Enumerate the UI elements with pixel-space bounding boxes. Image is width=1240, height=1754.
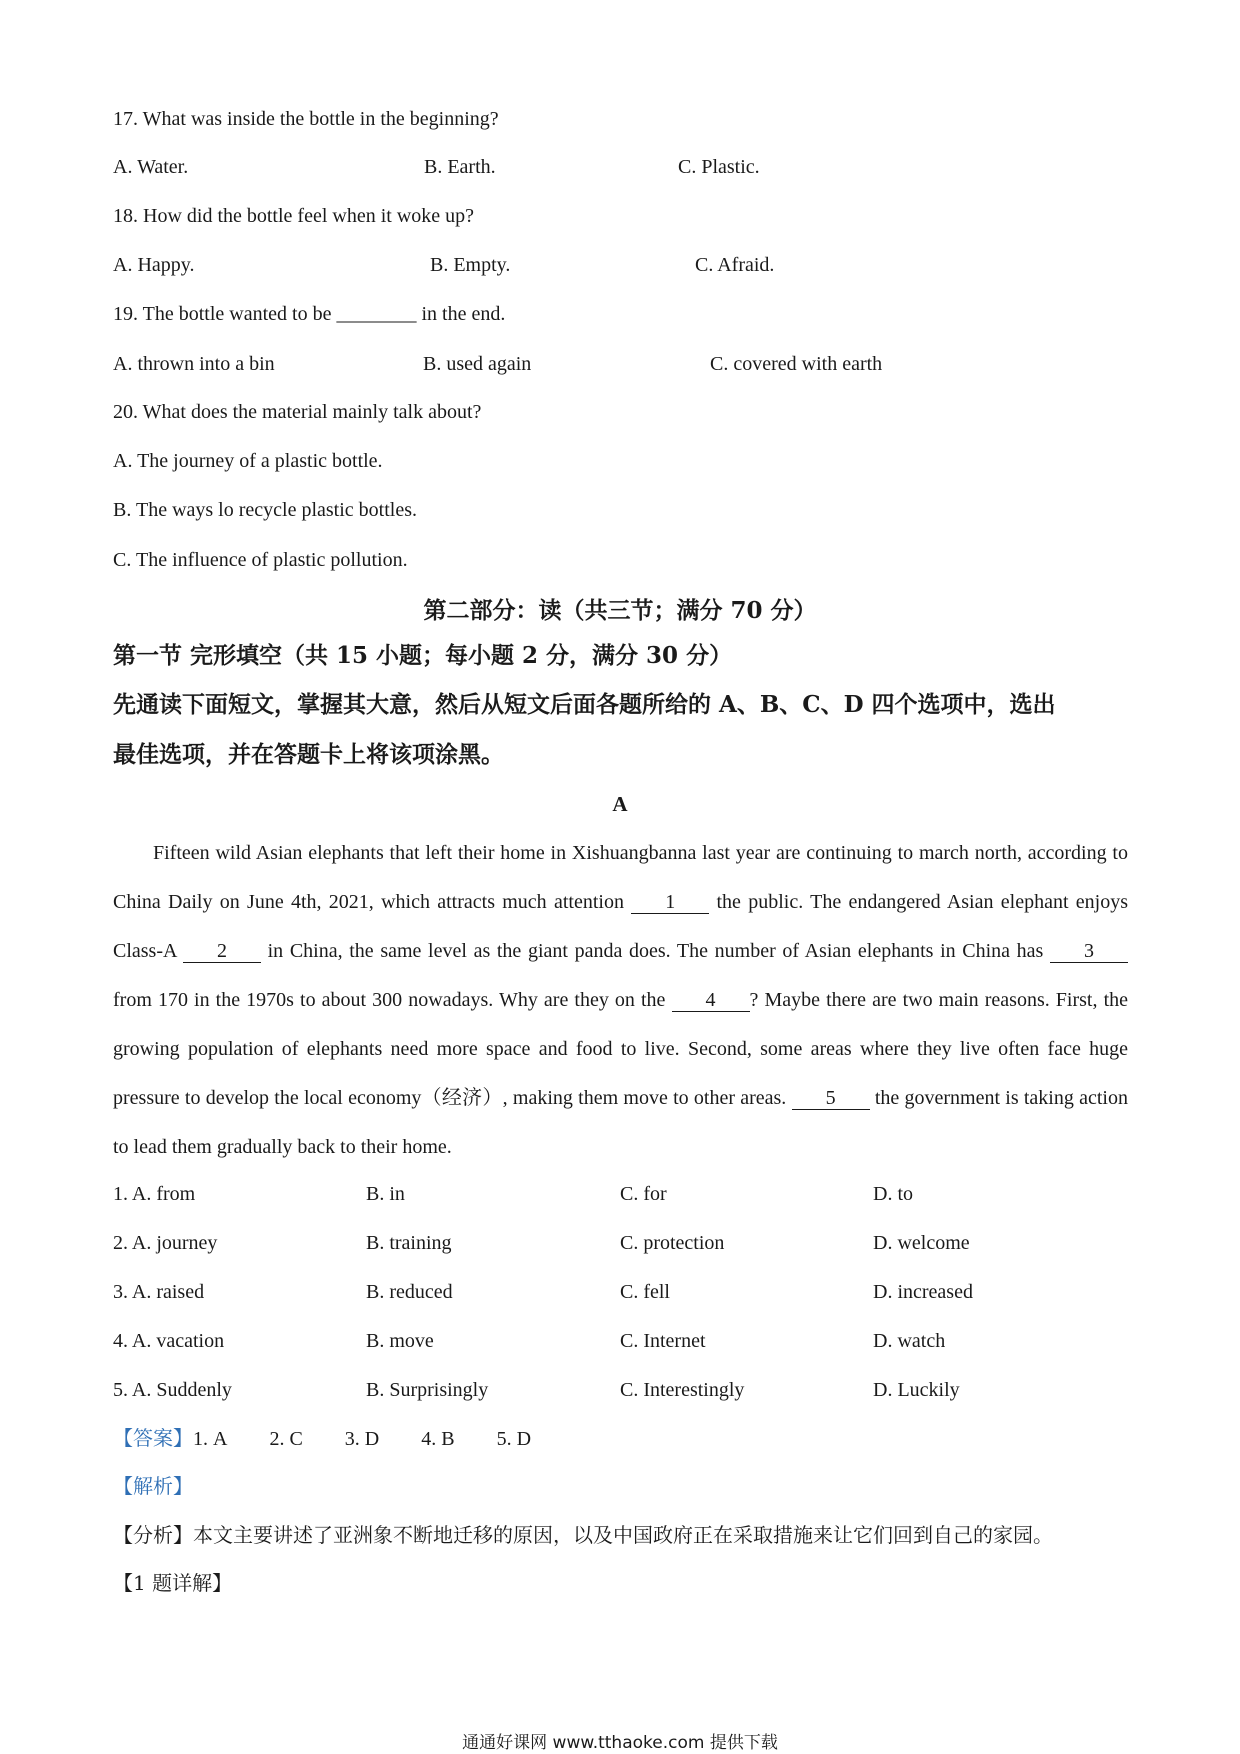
part2-title: 第二部分：读（共三节；满分 70 分） [423,597,817,624]
passage-segment-3: in China, the same level as the giant panda does. The number of Asian elephants in China has [260,940,1050,962]
blank-5: 5 [792,1087,870,1110]
passage-segment-4: from 170 in the 1970s to about 300 nowadays. Why are they on the [113,989,672,1011]
analysis-row [113,1521,1053,1549]
cloze-3-option-d: D. increased [873,1281,973,1303]
q19-option-b: B. used again [423,353,532,375]
passage-text [113,829,1128,1172]
cloze-5-option-c: C. Interestingly [620,1379,745,1401]
q18-option-b: B. Empty. [430,254,511,276]
cloze-3-option-c: C. fell [620,1281,670,1303]
cloze-2-option-a: 2. A. journey [113,1232,218,1254]
cloze-1-option-c: C. for [620,1183,667,1205]
q20-option-b: B. The ways lo recycle plastic bottles. [113,499,417,521]
passage-segment-1: Fifteen wild Asian elephants that left their home in Xishuangbanna last year are continuing to march north, according to China Daily on June 4th, 2021, which attracts much attention [113,842,1128,913]
question-19: 19. The bottle wanted to be ________ in the end. [113,303,506,325]
page-footer: 通通好课网 www.tthaoke.com 提供下载 [462,1733,778,1753]
analysis-text: 本文主要讲述了亚洲象不断地迁移的原因，以及中国政府正在采取措施来让它们回到自己的家园。 [193,1523,1053,1547]
answer-label: 【答案】 [113,1426,193,1450]
q20-option-a: A. The journey of a plastic bottle. [113,450,383,472]
cloze-3-option-b: B. reduced [366,1281,453,1303]
instructions-line-2: 最佳选项，并在答题卡上将该项涂黑。 [113,741,504,768]
cloze-3-option-a: 3. A. raised [113,1281,205,1303]
blank-3: 3 [1050,940,1128,963]
cloze-1-option-a: 1. A. from [113,1183,196,1205]
q17-option-a: A. Water. [113,156,189,178]
answer-item-1: 1. A [193,1428,228,1450]
analysis-fenxi-label: 【分析】 [113,1523,193,1547]
cloze-2-option-c: C. protection [620,1232,725,1254]
question-20: 20. What does the material mainly talk about? [113,401,482,423]
section1-title: 第一节 完形填空（共 15 小题；每小题 2 分，满分 30 分） [113,642,733,669]
cloze-4-option-d: D. watch [873,1330,946,1352]
cloze-4-option-a: 4. A. vacation [113,1330,225,1352]
q18-option-a: A. Happy. [113,254,195,276]
q17-option-b: B. Earth. [424,156,496,178]
blank-2: 2 [183,940,261,963]
answer-item-4: 4. B [421,1428,455,1450]
answer-row [113,1424,531,1453]
cloze-2-option-b: B. training [366,1232,452,1254]
blank-4: 4 [672,989,750,1012]
cloze-1-option-b: B. in [366,1183,405,1205]
answer-item-2: 2. C [269,1428,303,1450]
cloze-5-option-b: B. Surprisingly [366,1379,489,1401]
analysis-label: 【解析】 [113,1474,193,1498]
cloze-1-option-d: D. to [873,1183,913,1205]
q17-option-c: C. Plastic. [678,156,760,178]
q19-option-a: A. thrown into a bin [113,353,275,375]
cloze-2-option-d: D. welcome [873,1232,970,1254]
question-18: 18. How did the bottle feel when it woke up? [113,205,475,227]
blank-1: 1 [631,891,709,914]
cloze-4-option-b: B. move [366,1330,434,1352]
answer-item-5: 5. D [496,1428,532,1450]
cloze-5-option-a: 5. A. Suddenly [113,1379,232,1401]
answer-item-3: 3. D [344,1428,380,1450]
q18-option-c: C. Afraid. [695,254,775,276]
cloze-4-option-c: C. Internet [620,1330,706,1352]
passage-segment-2: the public. The endangered Asian elephant enjoys Class-A [113,891,1128,962]
passage-segment-5: ? Maybe there are two main reasons. First, the growing population of elephants need more space and food to live. Second, some areas where they live often face huge pressure to develop the local economy（经济）, making them move to other areas. [113,989,1128,1109]
passage-label: A [612,792,628,816]
passage-segment-6: the government is taking action to lead them gradually back to their home. [113,1087,1128,1158]
instructions-line-1: 先通读下面短文，掌握其大意，然后从短文后面各题所给的 A、B、C、D 四个选项中，选出 [113,691,1056,718]
detail-label: 【1 题详解】 [113,1571,233,1595]
question-17: 17. What was inside the bottle in the beginning? [113,108,499,130]
cloze-5-option-d: D. Luckily [873,1379,960,1401]
q20-option-c: C. The influence of plastic pollution. [113,549,408,571]
q19-option-c: C. covered with earth [710,353,883,375]
